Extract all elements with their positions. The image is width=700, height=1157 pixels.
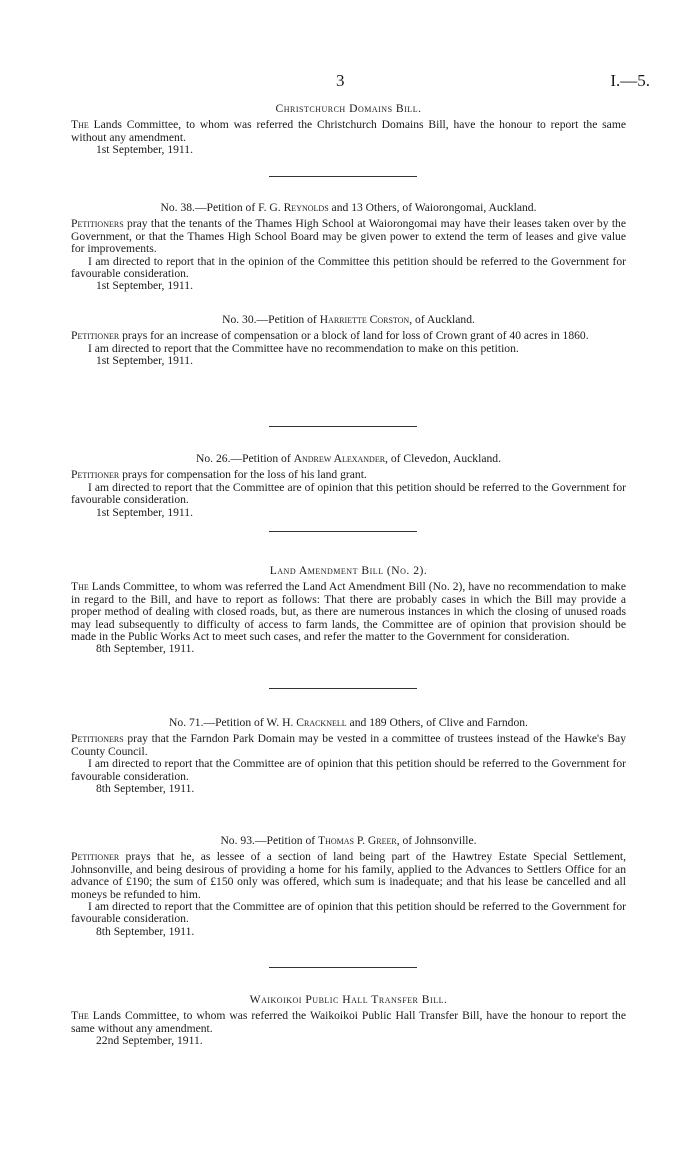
section-title: Waikoikoi Public Hall Transfer Bill. [249, 993, 448, 1006]
date: 8th September, 1911. [96, 642, 195, 656]
section-title: Christchurch Domains Bill. [275, 102, 422, 115]
date: 1st September, 1911. [96, 354, 193, 368]
paragraph [71, 330, 626, 342]
paragraph-text: prays that he, as lessee of a section of land being part of the Hawtrey Estate Special Settlement, Johnsonville, and being desirous of providing a home for his family, applied to the Advances to Settlers Office for an advance of £190; the sum of £150 only was offered, which sum is inadequate; and that his lease be cancelled and all moneys be refunded to him. [71, 850, 626, 901]
section-waikoikoi-public-hall-transfer-bill [71, 994, 626, 1048]
section-petition-93 [71, 835, 626, 938]
title-suffix: , of Clevedon, Auckland. [385, 452, 501, 465]
lead-word: The [71, 580, 89, 594]
lead-word: Petitioner [71, 468, 120, 482]
lead-word: The [71, 1009, 89, 1023]
title-suffix: and 13 Others, of Waiorongomai, Auckland. [328, 201, 537, 214]
paragraph [71, 469, 626, 481]
paragraph-text: prays for compensation for the loss of his land grant. [119, 468, 367, 482]
paragraph [71, 218, 626, 255]
date: 22nd September, 1911. [96, 1034, 203, 1048]
paragraph: I am directed to report that the Committee are of opinion that this petition should be referred to the Government for favourable consideration. [71, 480, 626, 507]
title-suffix: , of Johnsonville. [396, 834, 477, 847]
paragraph-text: pray that the tenants of the Thames High School at Waiorongomai may have their leases taken over by the Government, or that the Thames High School Board may be given power to extend the term of leases and give value for improvements. [71, 217, 626, 256]
petitioner-name: Cracknell [296, 716, 347, 729]
petitioner-name: Harriette Corston [319, 313, 410, 326]
section-title [71, 453, 626, 465]
paragraph-text: Lands Committee, to whom was referred the Land Act Amendment Bill (No. 2), have no recommendation to make in regard to the Bill, and have to report as follows: That there are probably cases in which the Bill may provide a proper method of dealing with closed roads, but, as there are numerous instances in which the closing of unused roads may lead subsequently to difficulty of access to farm lands, the Committee are of opinion that provision should be made in the Public Works Act to meet such cases, and refer the matter to the Government for consideration. [71, 580, 626, 644]
paragraph-text: Lands Committee, to whom was referred the Waikoikoi Public Hall Transfer Bill, have the honour to report the same without any amendment. [71, 1009, 626, 1035]
title-prefix: No. 71.—Petition of W. H. [169, 716, 297, 729]
paragraph: I am directed to report that the Committee have no recommendation to make on this petition. [88, 341, 519, 355]
paragraph [71, 581, 626, 643]
date: 1st September, 1911. [96, 279, 193, 293]
divider [269, 531, 417, 532]
page-number: 3 [336, 71, 345, 90]
petitioner-name: Reynolds [283, 201, 329, 214]
section-land-amendment-bill [71, 565, 626, 656]
date: 1st September, 1911. [96, 143, 193, 157]
document-reference: I.—5. [610, 71, 650, 90]
section-christchurch-domains-bill [71, 103, 626, 157]
paragraph-text: pray that the Farndon Park Domain may be vested in a committee of trustees instead of the Hawke's Bay County Council. [71, 732, 626, 758]
paragraph-text: prays for an increase of compensation or a block of land for loss of Crown grant of 40 acres in 1860. [119, 329, 589, 343]
title-suffix: and 189 Others, of Clive and Farndon. [346, 716, 528, 729]
title-prefix: No. 38.—Petition of F. G. [160, 201, 284, 214]
section-petition-30 [71, 314, 626, 368]
lead-word: Petitioner [71, 329, 120, 343]
date: 8th September, 1911. [96, 782, 195, 796]
paragraph: I am directed to report that the Committee are of opinion that this petition should be referred to the Government for favourable consideration. [71, 900, 626, 926]
divider [269, 688, 417, 689]
section-petition-26 [71, 453, 626, 519]
divider [269, 426, 417, 427]
paragraph [71, 119, 626, 144]
divider [269, 967, 417, 968]
section-title [71, 835, 626, 847]
paragraph [71, 851, 626, 901]
section-title [71, 202, 626, 214]
date: 8th September, 1911. [96, 924, 195, 938]
title-suffix: , of Auckland. [409, 313, 475, 326]
date: 1st September, 1911. [96, 505, 193, 519]
title-prefix: No. 93.—Petition of [220, 834, 319, 847]
section-petition-71 [71, 717, 626, 795]
section-petition-38 [71, 202, 626, 293]
divider [269, 176, 417, 177]
title-prefix: No. 26.—Petition of [196, 452, 294, 465]
lead-word: The [71, 118, 89, 132]
lead-word: Petitioners [71, 732, 124, 746]
paragraph-text: Lands Committee, to whom was referred the Christchurch Domains Bill, have the honour to report the same without any amendment. [71, 118, 626, 144]
paragraph [71, 733, 626, 758]
lead-word: Petitioners [71, 217, 124, 231]
petitioner-name: Thomas P. Greer [318, 834, 397, 847]
section-title [71, 314, 626, 326]
section-title [71, 717, 626, 729]
paragraph: I am directed to report that in the opinion of the Committee this petition should be referred to the Government for favourable consideration. [71, 254, 626, 281]
paragraph: I am directed to report that the Committee are of opinion that this petition should be referred to the Government for favourable consideration. [71, 757, 626, 783]
petitioner-name: Andrew Alexander [293, 452, 386, 465]
title-prefix: No. 30.—Petition of [222, 313, 320, 326]
paragraph [71, 1010, 626, 1035]
lead-word: Petitioner [71, 850, 120, 864]
section-title: Land Amendment Bill (No. 2). [269, 564, 428, 577]
